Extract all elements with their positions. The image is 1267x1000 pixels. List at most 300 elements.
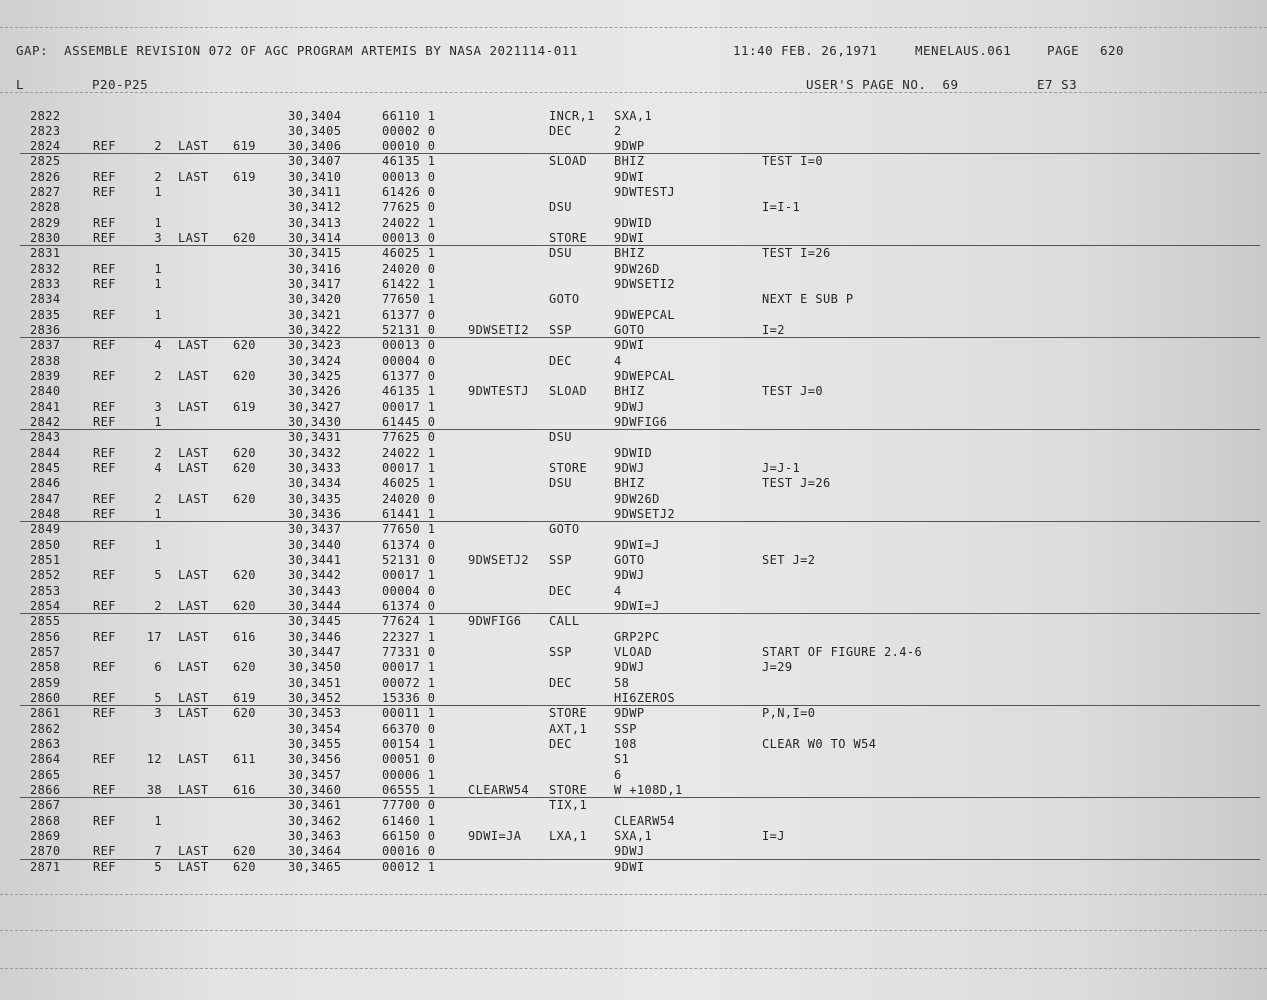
- line-number: 2862: [30, 721, 61, 736]
- line-number: 2848: [30, 507, 61, 522]
- memory-address: 30,3462: [288, 813, 342, 828]
- ref-count: 12: [146, 752, 162, 767]
- opcode: STORE: [549, 231, 588, 246]
- last-marker: LAST: [178, 752, 209, 767]
- last-marker: LAST: [178, 231, 209, 246]
- opcode: STORE: [549, 461, 588, 476]
- ref-marker: REF: [93, 568, 116, 583]
- memory-address: 30,3460: [288, 783, 342, 798]
- ref-marker: REF: [93, 445, 116, 460]
- memory-address: 30,3444: [288, 599, 342, 614]
- opcode: GOTO: [549, 522, 580, 537]
- listing-row: [0, 814, 1267, 829]
- ref-count: 4: [154, 338, 162, 353]
- octal-code: 00016 0: [382, 844, 436, 859]
- octal-code: 06555 1: [382, 783, 436, 798]
- last-page: 611: [233, 752, 256, 767]
- operand: SXA,1: [614, 108, 653, 123]
- last-page: 620: [233, 859, 256, 874]
- operand: W +108D,1: [614, 783, 683, 798]
- listing-row: [0, 507, 1267, 522]
- ref-count: 2: [154, 169, 162, 184]
- ref-count: 1: [154, 537, 162, 552]
- ref-marker: REF: [93, 369, 116, 384]
- symbol-label: 9DWTESTJ: [468, 384, 529, 399]
- ref-marker: REF: [93, 185, 116, 200]
- memory-address: 30,3435: [288, 491, 342, 506]
- last-marker: LAST: [178, 783, 209, 798]
- ref-marker: REF: [93, 599, 116, 614]
- octal-code: 77625 0: [382, 200, 436, 215]
- ref-marker: REF: [93, 399, 116, 414]
- octal-code: 00002 0: [382, 123, 436, 138]
- memory-address: 30,3421: [288, 307, 342, 322]
- operand: GOTO: [614, 553, 645, 568]
- memory-address: 30,3455: [288, 737, 342, 752]
- last-marker: LAST: [178, 445, 209, 460]
- last-marker: LAST: [178, 859, 209, 874]
- last-marker: LAST: [178, 629, 209, 644]
- line-number: 2861: [30, 706, 61, 721]
- last-page: 619: [233, 691, 256, 706]
- symbol-label: CLEARW54: [468, 783, 529, 798]
- opcode: DSU: [549, 200, 572, 215]
- memory-address: 30,3406: [288, 139, 342, 154]
- octal-code: 61377 0: [382, 369, 436, 384]
- memory-address: 30,3413: [288, 215, 342, 230]
- assembly-datetime: 11:40 FEB. 26,1971: [733, 43, 878, 58]
- octal-code: 52131 0: [382, 553, 436, 568]
- opcode: SLOAD: [549, 154, 588, 169]
- line-number: 2869: [30, 829, 61, 843]
- memory-address: 30,3454: [288, 721, 342, 736]
- memory-address: 30,3404: [288, 108, 342, 123]
- memory-address: 30,3441: [288, 553, 342, 568]
- line-number: 2845: [30, 461, 61, 476]
- ref-marker: REF: [93, 215, 116, 230]
- line-number: 2834: [30, 292, 61, 307]
- line-number: 2832: [30, 261, 61, 276]
- listing-row: [0, 660, 1267, 675]
- comment: J=29: [762, 660, 793, 675]
- octal-code: 77331 0: [382, 645, 436, 660]
- last-marker: LAST: [178, 338, 209, 353]
- comment: NEXT E SUB P: [762, 292, 854, 307]
- ref-marker: REF: [93, 277, 116, 292]
- memory-address: 30,3453: [288, 706, 342, 721]
- line-number: 2839: [30, 369, 61, 384]
- listing-row: [0, 415, 1267, 430]
- opcode: AXT,1: [549, 721, 588, 736]
- operand: 9DWJ: [614, 660, 645, 675]
- line-number: 2851: [30, 553, 61, 568]
- memory-address: 30,3415: [288, 246, 342, 261]
- ref-count: 1: [154, 277, 162, 292]
- last-marker: LAST: [178, 491, 209, 506]
- octal-code: 00013 0: [382, 338, 436, 353]
- memory-address: 30,3411: [288, 185, 342, 200]
- line-number: 2824: [30, 139, 61, 154]
- listing-row: [0, 308, 1267, 323]
- memory-address: 30,3426: [288, 384, 342, 399]
- ref-count: 3: [154, 399, 162, 414]
- ref-count: 1: [154, 415, 162, 430]
- ref-marker: REF: [93, 169, 116, 184]
- line-number: 2859: [30, 675, 61, 690]
- ref-marker: REF: [93, 844, 116, 859]
- octal-code: 24022 1: [382, 215, 436, 230]
- operand: 9DWJ: [614, 844, 645, 859]
- operand: 9DWEPCAL: [614, 369, 675, 384]
- listing-row: [0, 292, 1267, 307]
- comment: TEST J=0: [762, 384, 823, 399]
- operand: 9DWI: [614, 169, 645, 184]
- ref-count: 2: [154, 599, 162, 614]
- listing-row: [0, 277, 1267, 292]
- memory-address: 30,3465: [288, 859, 342, 874]
- listing-row: [0, 338, 1267, 353]
- ref-count: 5: [154, 691, 162, 706]
- last-page: 619: [233, 169, 256, 184]
- page-label: PAGE: [1047, 43, 1080, 58]
- opcode: DEC: [549, 583, 572, 598]
- operand: BHIZ: [614, 154, 645, 169]
- line-number: 2863: [30, 737, 61, 752]
- operand: BHIZ: [614, 384, 645, 399]
- line-number: 2850: [30, 537, 61, 552]
- operand: 9DWJ: [614, 399, 645, 414]
- assembly-title: GAP: ASSEMBLE REVISION 072 OF AGC PROGRAM ARTEMIS BY NASA 2021114-011: [16, 43, 578, 58]
- memory-address: 30,3420: [288, 292, 342, 307]
- comment: TEST I=26: [762, 246, 831, 261]
- listing-row: [0, 200, 1267, 215]
- operand: BHIZ: [614, 476, 645, 491]
- octal-code: 24020 0: [382, 261, 436, 276]
- users-page-number: USER'S PAGE NO. 69: [806, 77, 959, 92]
- memory-address: 30,3447: [288, 645, 342, 660]
- ref-count: 4: [154, 461, 162, 476]
- operand: 9DWID: [614, 445, 653, 460]
- listing-row: [0, 262, 1267, 277]
- listing-row: [0, 676, 1267, 691]
- listing-row: [0, 246, 1267, 261]
- line-number: 2855: [30, 614, 61, 629]
- line-number: 2852: [30, 568, 61, 583]
- opcode: SLOAD: [549, 384, 588, 399]
- ref-count: 2: [154, 139, 162, 154]
- listing-row: [0, 798, 1267, 813]
- memory-address: 30,3445: [288, 614, 342, 629]
- opcode: SSP: [549, 645, 572, 660]
- memory-address: 30,3434: [288, 476, 342, 491]
- octal-code: 00017 1: [382, 660, 436, 675]
- memory-address: 30,3432: [288, 445, 342, 460]
- comment: SET J=2: [762, 553, 816, 568]
- listing-row: [0, 553, 1267, 568]
- opcode: STORE: [549, 783, 588, 798]
- opcode: DEC: [549, 737, 572, 752]
- memory-address: 30,3423: [288, 338, 342, 353]
- ref-marker: REF: [93, 231, 116, 246]
- opcode: LXA,1: [549, 829, 588, 843]
- octal-code: 66110 1: [382, 108, 436, 123]
- ref-count: 7: [154, 844, 162, 859]
- listing-row: [0, 139, 1267, 154]
- last-marker: LAST: [178, 599, 209, 614]
- page-number: 620: [1100, 43, 1125, 58]
- octal-code: 61377 0: [382, 307, 436, 322]
- octal-code: 00010 0: [382, 139, 436, 154]
- line-number: 2854: [30, 599, 61, 614]
- listing-row: [0, 154, 1267, 169]
- line-number: 2857: [30, 645, 61, 660]
- opcode: STORE: [549, 706, 588, 721]
- line-number: 2836: [30, 323, 61, 338]
- operand: SSP: [614, 721, 637, 736]
- line-number: 2858: [30, 660, 61, 675]
- octal-code: 66150 0: [382, 829, 436, 843]
- operand: 9DWI: [614, 859, 645, 874]
- memory-address: 30,3410: [288, 169, 342, 184]
- ref-count: 6: [154, 660, 162, 675]
- operand: 9DW26D: [614, 491, 660, 506]
- fold-line: [0, 27, 1267, 28]
- operand: CLEARW54: [614, 813, 675, 828]
- ref-marker: REF: [93, 629, 116, 644]
- line-number: 2838: [30, 353, 61, 368]
- listing-row: [0, 645, 1267, 660]
- operand: VLOAD: [614, 645, 653, 660]
- ref-count: 3: [154, 231, 162, 246]
- section-name: P20-P25: [92, 77, 149, 92]
- operand: 6: [614, 767, 622, 782]
- operand: 9DWI: [614, 338, 645, 353]
- operand: GOTO: [614, 323, 645, 338]
- line-number: 2825: [30, 154, 61, 169]
- ref-count: 1: [154, 215, 162, 230]
- octal-code: 61374 0: [382, 537, 436, 552]
- operand: 9DWSETI2: [614, 277, 675, 292]
- memory-address: 30,3450: [288, 660, 342, 675]
- line-number: 2826: [30, 169, 61, 184]
- listing-row: [0, 599, 1267, 614]
- octal-code: 00154 1: [382, 737, 436, 752]
- operand: 58: [614, 675, 630, 690]
- symbol-label: 9DWI=JA: [468, 829, 522, 843]
- memory-address: 30,3457: [288, 767, 342, 782]
- fold-line: [0, 968, 1267, 969]
- last-marker: LAST: [178, 369, 209, 384]
- listing-row: [0, 446, 1267, 461]
- octal-code: 00051 0: [382, 752, 436, 767]
- listing-row: [0, 783, 1267, 798]
- operand: S1: [614, 752, 630, 767]
- listing-row: [0, 630, 1267, 645]
- ref-marker: REF: [93, 691, 116, 706]
- operand: 9DWI: [614, 231, 645, 246]
- comment: TEST I=0: [762, 154, 823, 169]
- ref-marker: REF: [93, 813, 116, 828]
- last-page: 619: [233, 139, 256, 154]
- listing-row: [0, 461, 1267, 476]
- memory-address: 30,3464: [288, 844, 342, 859]
- operand: 9DWI=J: [614, 537, 660, 552]
- memory-address: 30,3443: [288, 583, 342, 598]
- line-number: 2847: [30, 491, 61, 506]
- operand: 9DWID: [614, 215, 653, 230]
- opcode: SSP: [549, 323, 572, 338]
- opcode: TIX,1: [549, 798, 588, 813]
- ref-count: 5: [154, 859, 162, 874]
- operand: 4: [614, 353, 622, 368]
- listing-row: [0, 522, 1267, 537]
- octal-code: 77624 1: [382, 614, 436, 629]
- operand: 9DWTESTJ: [614, 185, 675, 200]
- last-marker: LAST: [178, 568, 209, 583]
- ref-marker: REF: [93, 507, 116, 522]
- octal-code: 00013 0: [382, 169, 436, 184]
- octal-code: 66370 0: [382, 721, 436, 736]
- ref-marker: REF: [93, 139, 116, 154]
- octal-code: 61441 1: [382, 507, 436, 522]
- memory-address: 30,3463: [288, 829, 342, 843]
- opcode: DSU: [549, 430, 572, 445]
- line-number: 2823: [30, 123, 61, 138]
- last-page: 616: [233, 783, 256, 798]
- octal-code: 46135 1: [382, 154, 436, 169]
- last-page: 620: [233, 369, 256, 384]
- subheader-codes: E7 S3: [1037, 77, 1078, 92]
- last-page: 616: [233, 629, 256, 644]
- memory-address: 30,3425: [288, 369, 342, 384]
- octal-code: 00004 0: [382, 583, 436, 598]
- memory-address: 30,3427: [288, 399, 342, 414]
- octal-code: 52131 0: [382, 323, 436, 338]
- memory-address: 30,3407: [288, 154, 342, 169]
- ref-marker: REF: [93, 338, 116, 353]
- line-number: 2844: [30, 445, 61, 460]
- octal-code: 15336 0: [382, 691, 436, 706]
- memory-address: 30,3456: [288, 752, 342, 767]
- last-page: 620: [233, 599, 256, 614]
- memory-address: 30,3405: [288, 123, 342, 138]
- operand: 9DWI=J: [614, 599, 660, 614]
- octal-code: 22327 1: [382, 629, 436, 644]
- line-number: 2868: [30, 813, 61, 828]
- symbol-label: 9DWSETJ2: [468, 553, 529, 568]
- ref-count: 1: [154, 507, 162, 522]
- memory-address: 30,3431: [288, 430, 342, 445]
- memory-address: 30,3442: [288, 568, 342, 583]
- ref-marker: REF: [93, 415, 116, 430]
- memory-address: 30,3440: [288, 537, 342, 552]
- octal-code: 00017 1: [382, 399, 436, 414]
- comment: CLEAR W0 TO W54: [762, 737, 877, 752]
- operand: 9DWSETJ2: [614, 507, 675, 522]
- listing-row: [0, 752, 1267, 767]
- last-marker: LAST: [178, 461, 209, 476]
- line-number: 2840: [30, 384, 61, 399]
- octal-code: 61374 0: [382, 599, 436, 614]
- listing-row: [0, 231, 1267, 246]
- operand: 9DWFIG6: [614, 415, 668, 430]
- line-number: 2843: [30, 430, 61, 445]
- octal-code: 61426 0: [382, 185, 436, 200]
- line-number: 2853: [30, 583, 61, 598]
- line-number: 2837: [30, 338, 61, 353]
- operand: 9DWJ: [614, 461, 645, 476]
- octal-code: 46025 1: [382, 476, 436, 491]
- symbol-label: 9DWSETI2: [468, 323, 529, 338]
- line-number: 2867: [30, 798, 61, 813]
- comment: J=J-1: [762, 461, 801, 476]
- line-number: 2829: [30, 215, 61, 230]
- memory-address: 30,3437: [288, 522, 342, 537]
- memory-address: 30,3417: [288, 277, 342, 292]
- comment: TEST J=26: [762, 476, 831, 491]
- operand: 9DWP: [614, 706, 645, 721]
- octal-code: 00072 1: [382, 675, 436, 690]
- listing-row: [0, 185, 1267, 200]
- line-number: 2822: [30, 108, 61, 123]
- listing-header: [0, 43, 1267, 61]
- operand: GRP2PC: [614, 629, 660, 644]
- octal-code: 00011 1: [382, 706, 436, 721]
- opcode: SSP: [549, 553, 572, 568]
- last-marker: LAST: [178, 706, 209, 721]
- last-page: 620: [233, 844, 256, 859]
- listing-row: [0, 109, 1267, 124]
- listing-subheader: [0, 77, 1267, 95]
- line-number: 2827: [30, 185, 61, 200]
- line-number: 2830: [30, 231, 61, 246]
- last-marker: LAST: [178, 844, 209, 859]
- opcode: DEC: [549, 123, 572, 138]
- ref-marker: REF: [93, 491, 116, 506]
- last-page: 620: [233, 491, 256, 506]
- operand: 9DWP: [614, 139, 645, 154]
- listing-row: [0, 476, 1267, 491]
- assembly-author: MENELAUS.061: [915, 43, 1012, 58]
- octal-code: 00017 1: [382, 461, 436, 476]
- last-marker: LAST: [178, 660, 209, 675]
- listing-row: [0, 354, 1267, 369]
- operand: BHIZ: [614, 246, 645, 261]
- ref-count: 17: [146, 629, 162, 644]
- memory-address: 30,3416: [288, 261, 342, 276]
- line-number: 2841: [30, 399, 61, 414]
- octal-code: 46135 1: [382, 384, 436, 399]
- ref-marker: REF: [93, 752, 116, 767]
- ref-count: 3: [154, 706, 162, 721]
- ref-count: 2: [154, 369, 162, 384]
- line-number: 2866: [30, 783, 61, 798]
- listing-row: [0, 568, 1267, 583]
- memory-address: 30,3451: [288, 675, 342, 690]
- listing-row: [0, 323, 1267, 338]
- listing-row: [0, 538, 1267, 553]
- line-number: 2870: [30, 844, 61, 859]
- listing-row: [0, 614, 1267, 629]
- ref-count: 38: [146, 783, 162, 798]
- ref-count: 1: [154, 813, 162, 828]
- fold-line: [0, 894, 1267, 895]
- line-number: 2865: [30, 767, 61, 782]
- last-marker: LAST: [178, 399, 209, 414]
- listing-row: [0, 737, 1267, 752]
- line-number: 2849: [30, 522, 61, 537]
- memory-address: 30,3446: [288, 629, 342, 644]
